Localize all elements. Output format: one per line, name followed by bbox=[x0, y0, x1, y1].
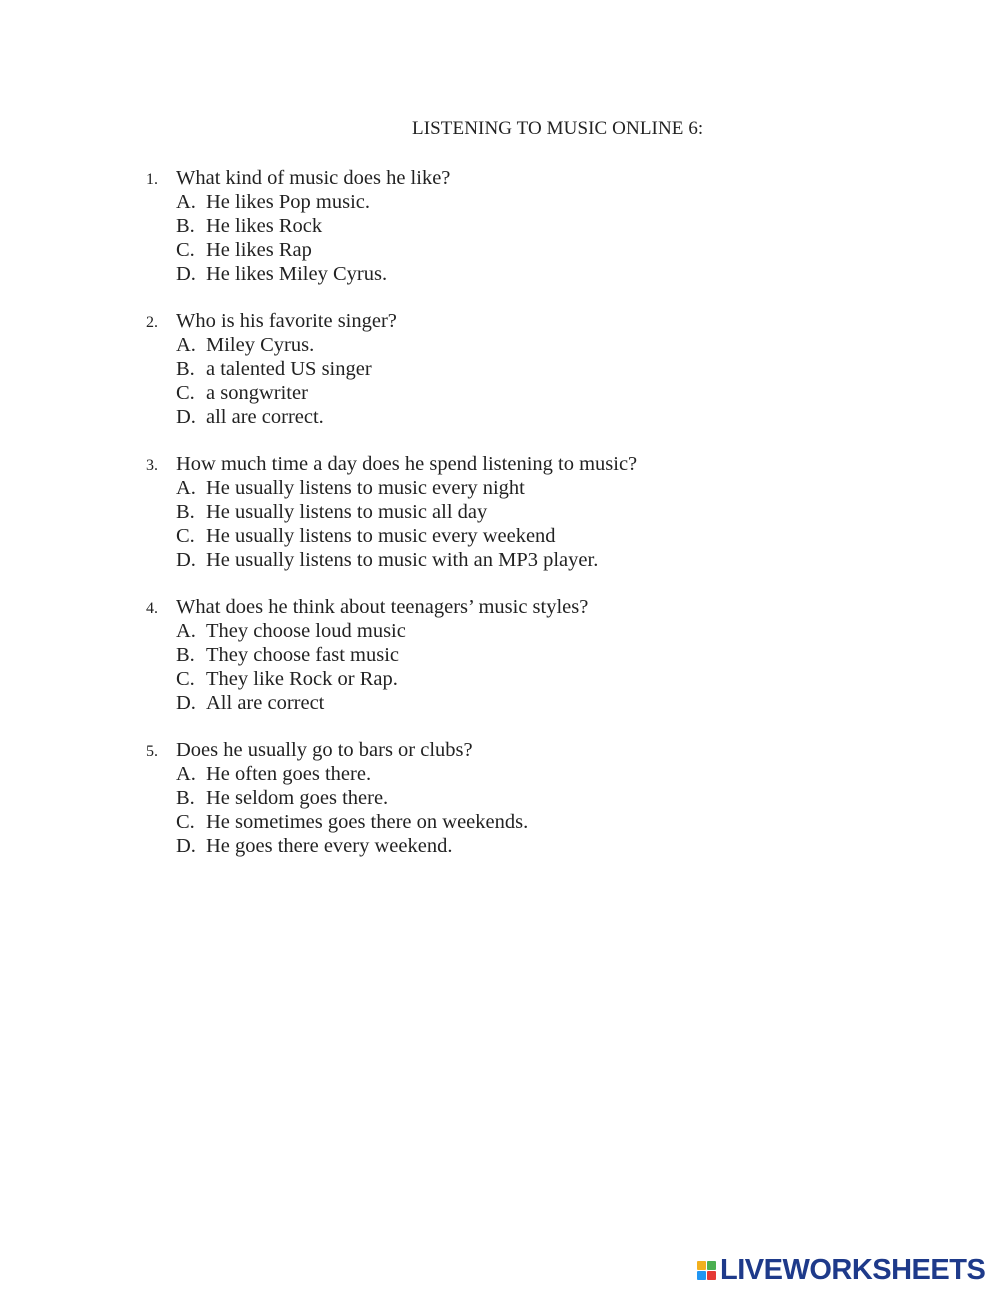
option-c[interactable] bbox=[176, 381, 926, 405]
option-text: He goes there every weekend. bbox=[206, 835, 453, 857]
option-a[interactable] bbox=[176, 762, 926, 786]
option-letter: A. bbox=[176, 763, 196, 785]
option-text: They choose loud music bbox=[206, 620, 406, 642]
option-letter: B. bbox=[176, 358, 195, 380]
option-c[interactable] bbox=[176, 667, 926, 691]
logo-square-yellow bbox=[697, 1261, 706, 1270]
question-text: What does he think about teenagers’ music styles? bbox=[176, 596, 589, 618]
question-line bbox=[146, 166, 926, 190]
option-c[interactable] bbox=[176, 524, 926, 548]
option-d[interactable] bbox=[176, 834, 926, 858]
option-d[interactable] bbox=[176, 691, 926, 715]
option-letter: C. bbox=[176, 239, 195, 261]
question-number: 5. bbox=[146, 743, 158, 760]
question-line bbox=[146, 452, 926, 476]
question-number: 1. bbox=[146, 171, 158, 188]
logo-square-green bbox=[707, 1261, 716, 1270]
option-a[interactable] bbox=[176, 476, 926, 500]
option-d[interactable] bbox=[176, 405, 926, 429]
option-d[interactable] bbox=[176, 548, 926, 572]
option-text: He usually listens to music every night bbox=[206, 477, 525, 499]
option-list bbox=[176, 762, 926, 858]
option-letter: C. bbox=[176, 525, 195, 547]
logo-square-red bbox=[707, 1271, 716, 1280]
option-text: He seldom goes there. bbox=[206, 787, 389, 809]
option-text: They like Rock or Rap. bbox=[206, 668, 398, 690]
option-text: He sometimes goes there on weekends. bbox=[206, 811, 529, 833]
logo-text: LIVEWORKSHEETS bbox=[720, 1254, 986, 1286]
option-text: He usually listens to music every weekend bbox=[206, 525, 556, 547]
option-text: a songwriter bbox=[206, 382, 308, 404]
question-text: Does he usually go to bars or clubs? bbox=[176, 739, 473, 761]
option-text: All are correct bbox=[206, 692, 325, 714]
option-a[interactable] bbox=[176, 190, 926, 214]
option-letter: B. bbox=[176, 787, 195, 809]
option-letter: D. bbox=[176, 692, 196, 714]
option-text: He often goes there. bbox=[206, 763, 372, 785]
question-text: What kind of music does he like? bbox=[176, 167, 451, 189]
option-letter: A. bbox=[176, 334, 196, 356]
option-letter: D. bbox=[176, 549, 196, 571]
option-b[interactable] bbox=[176, 786, 926, 810]
option-d[interactable] bbox=[176, 262, 926, 286]
option-c[interactable] bbox=[176, 810, 926, 834]
question-line bbox=[146, 595, 926, 619]
logo-square-blue bbox=[697, 1271, 706, 1280]
option-letter: A. bbox=[176, 191, 196, 213]
option-letter: C. bbox=[176, 811, 195, 833]
question-3 bbox=[146, 452, 926, 572]
option-text: He usually listens to music all day bbox=[206, 501, 488, 523]
option-letter: A. bbox=[176, 620, 196, 642]
page-title: LISTENING TO MUSIC ONLINE 6: bbox=[412, 118, 704, 139]
option-list bbox=[176, 619, 926, 715]
question-line bbox=[146, 738, 926, 762]
option-letter: D. bbox=[176, 406, 196, 428]
question-list bbox=[146, 166, 926, 881]
option-text: He likes Rock bbox=[206, 215, 323, 237]
question-1 bbox=[146, 166, 926, 286]
option-list bbox=[176, 476, 926, 572]
question-line bbox=[146, 309, 926, 333]
option-text: a talented US singer bbox=[206, 358, 372, 380]
option-text: He usually listens to music with an MP3 player. bbox=[206, 549, 599, 571]
question-text: Who is his favorite singer? bbox=[176, 310, 397, 332]
option-letter: C. bbox=[176, 382, 195, 404]
option-list bbox=[176, 333, 926, 429]
option-letter: A. bbox=[176, 477, 196, 499]
option-a[interactable] bbox=[176, 619, 926, 643]
option-letter: D. bbox=[176, 263, 196, 285]
question-number: 3. bbox=[146, 457, 158, 474]
option-text: He likes Pop music. bbox=[206, 191, 370, 213]
option-b[interactable] bbox=[176, 500, 926, 524]
logo-mark-icon bbox=[697, 1261, 716, 1280]
option-b[interactable] bbox=[176, 643, 926, 667]
option-letter: C. bbox=[176, 668, 195, 690]
question-2 bbox=[146, 309, 926, 429]
option-text: Miley Cyrus. bbox=[206, 334, 315, 356]
option-text: He likes Rap bbox=[206, 239, 312, 261]
option-b[interactable] bbox=[176, 214, 926, 238]
question-text: How much time a day does he spend listening to music? bbox=[176, 453, 638, 475]
option-text: all are correct. bbox=[206, 406, 324, 428]
option-b[interactable] bbox=[176, 357, 926, 381]
option-letter: B. bbox=[176, 215, 195, 237]
option-list bbox=[176, 190, 926, 286]
question-4 bbox=[146, 595, 926, 715]
option-text: He likes Miley Cyrus. bbox=[206, 263, 388, 285]
option-a[interactable] bbox=[176, 333, 926, 357]
question-5 bbox=[146, 738, 926, 858]
option-c[interactable] bbox=[176, 238, 926, 262]
option-letter: B. bbox=[176, 501, 195, 523]
option-text: They choose fast music bbox=[206, 644, 399, 666]
option-letter: D. bbox=[176, 835, 196, 857]
question-number: 2. bbox=[146, 314, 158, 331]
question-number: 4. bbox=[146, 600, 158, 617]
liveworksheets-logo[interactable] bbox=[697, 1256, 985, 1284]
option-letter: B. bbox=[176, 644, 195, 666]
